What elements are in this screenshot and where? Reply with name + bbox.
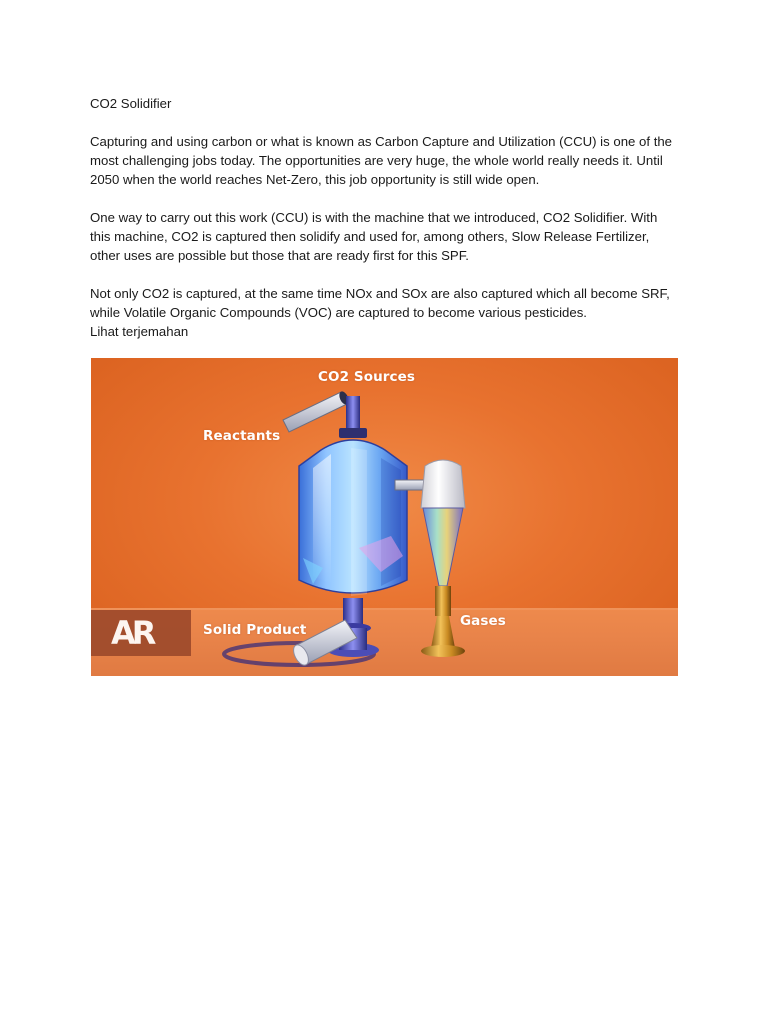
label-co2-sources: CO2 Sources	[318, 369, 416, 385]
document-title: CO2 Solidifier	[90, 96, 172, 111]
label-gases: Gases	[460, 613, 506, 629]
paragraph-machine: One way to carry out this work (CCU) is with the machine that we introduced, CO2 Solidifier. With this machine, CO2 is captured then solidify and used for, among others, Slow Release Fertilizer, other uses are possible but those that are ready first for this SPF.	[90, 210, 658, 263]
label-reactants: Reactants	[203, 428, 281, 444]
label-solid-product: Solid Product	[203, 622, 307, 638]
document-text	[90, 94, 680, 341]
logo-text: AR	[111, 614, 153, 652]
ar-logo	[91, 610, 191, 656]
paragraph-gases: Not only CO2 is captured, at the same time NOx and SOx are also captured which all become SRF, while Volatile Organic Compounds (VOC) are captured to become various pesticides.	[90, 286, 670, 320]
reactant-pipe	[283, 390, 351, 432]
paragraph-ccu-intro: Capturing and using carbon or what is known as Carbon Capture and Utilization (CCU) is one of the most challenging jobs today. The opportunities are very huge, the whole world really needs it. Until 2050 when the world reaches Net-Zero, this job opportunity is still wide open.	[90, 134, 673, 187]
tank	[299, 440, 407, 596]
translate-link[interactable]: Lihat terjemahan	[90, 324, 189, 339]
co2-solidifier-illustration	[91, 358, 678, 676]
gas-separator	[421, 460, 465, 657]
